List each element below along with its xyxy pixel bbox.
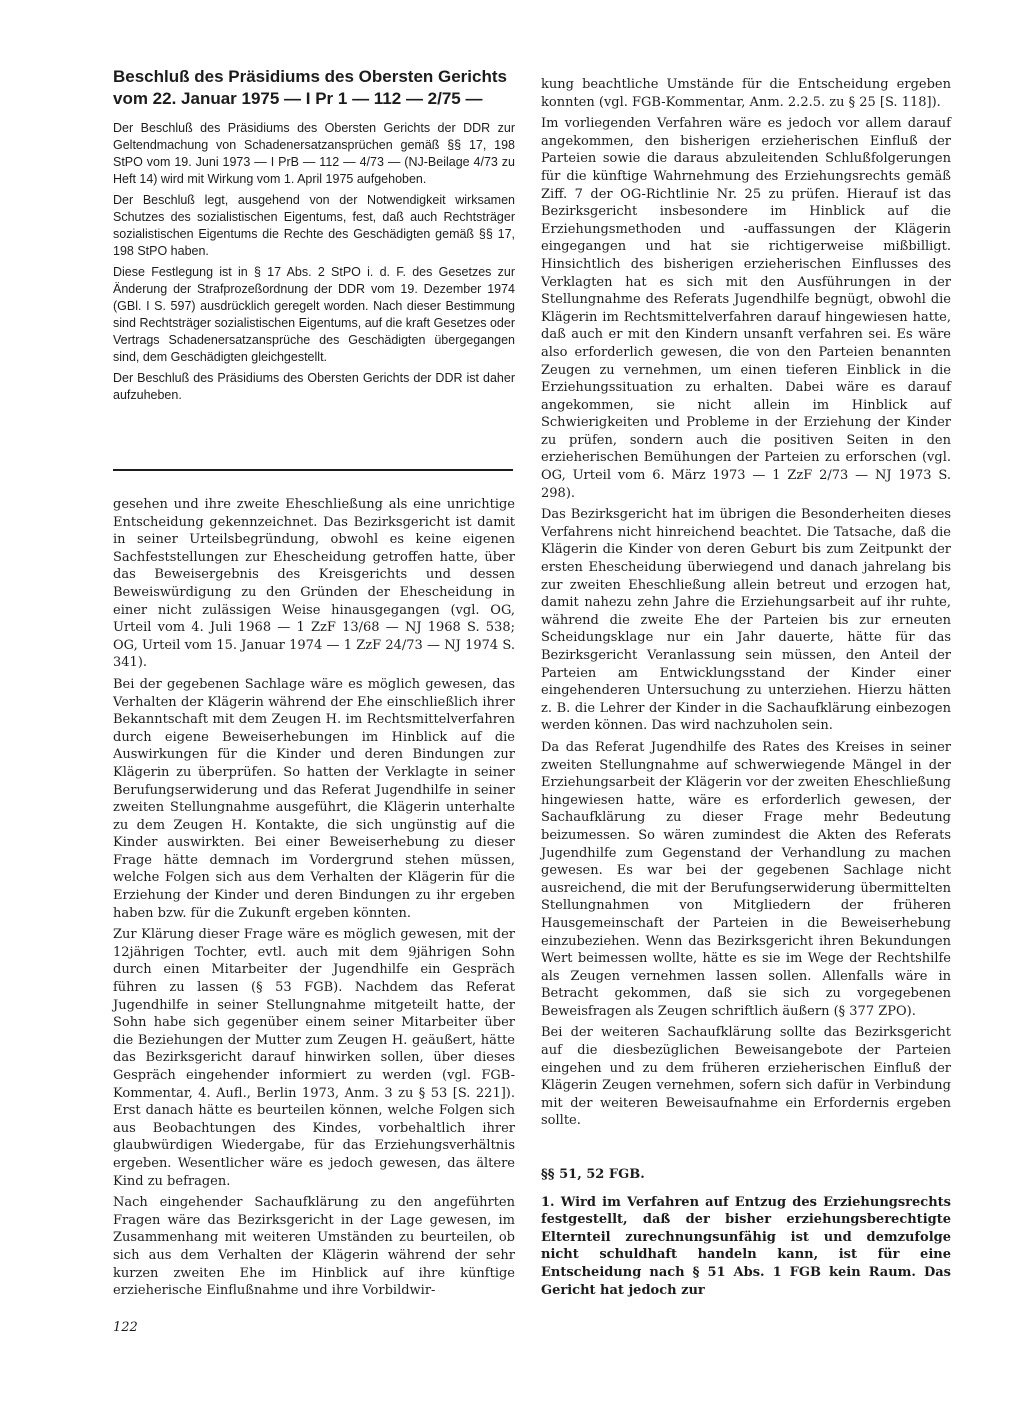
- notice-paragraph: Der Beschluß des Präsidiums des Obersten Gerichts der DDR zur Geltendmachung von Schadenersatzansprüchen gemäß §§ 17, 198 StPO vom 19. Juni 1973 — I PrB — 112 — 4/73 — (NJ-Beilage 4/73 zu Heft 14) wird mit Wirkung vom 1. April 1975 aufgehoben.: [113, 121, 515, 186]
- notice-paragraph: Der Beschluß legt, ausgehend von der Notwendigkeit wirksamen Schutzes des sozialistischen Eigentums, fest, daß auch Rechtsträger sozialistischen Eigentums die Rechte des Geschädigten gemäß §§ 17, 198 StPO haben.: [113, 193, 515, 258]
- decision-title-line2: vom 22. Januar 1975 — I Pr 1 — 112 — 2/75 —: [113, 89, 483, 108]
- body-paragraph: Da das Referat Jugendhilfe des Rates des Kreises in seiner zweiten Stellungnahme auf schwerwiegende Mängel in der Erziehungsarbeit der Klägerin vor der zweiten Eheschließung hingewiesen hatte, wäre es erforderlich gewesen, der Sachaufklärung zu dieser Frage mehr Bedeutung beizumessen. So wären zumindest die Akten des Referats Jugendhilfe zum Gegenstand der Verhandlung zu machen gewesen. Es war bei der gegebenen Sachlage nicht ausreichend, die mit der Berufungserwiderung übermittelten Stellungnahmen von Mitgliedern der früheren Hausgemeinschaft der Parteien in die Beweiserhebung einzubeziehen. Wenn das Bezirksgericht ihren Bekundungen Wert beimessen wollte, hätte es sie im Wege der Rechtshilfe als Zeugen vernehmen lassen sollen. Allenfalls wäre in Betracht gekommen, daß sie sich zu vorgegebenen Beweisfragen als Zeugen schriftlich äußern (§ 377 ZPO).: [541, 739, 951, 1019]
- decision-title: [113, 66, 515, 110]
- left-column-text: [113, 496, 515, 1304]
- section-heading: §§ 51, 52 FGB.: [541, 1167, 645, 1183]
- body-paragraph: Zur Klärung dieser Frage wäre es möglich gewesen, mit der 12jährigen Tochter, evtl. auch mit dem 9jährigen Sohn durch einen Mitarbeiter der Jugendhilfe ein Gespräch führen zu lassen (§ 53 FGB). Nachdem das Referat Jugendhilfe in seiner Stellungnahme mitgeteilt hatte, der Sohn habe sich gegenüber einem seiner Mitarbeiter über die Beziehungen der Mutter zum Zeugen H. geäußert, hätte das Bezirksgericht darauf hinwirken sollen, über dieses Gespräch eingehender informiert zu werden (vgl. FGB-Kommentar, 4. Aufl., Berlin 1973, Anm. 3 zu § 53 [S. 221]). Erst danach hätte es beurteilen können, welche Folgen sich aus Beobachtungen des Kindes, vorbehaltlich ihrer glaubwürdigen Wiedergabe, für das Erziehungsverhältnis ergeben. Wesentlicher wäre es jedoch gewesen, das ältere Kind zu befragen.: [113, 927, 515, 1189]
- divider-rule: [113, 469, 513, 471]
- notice-paragraph: Der Beschluß des Präsidiums des Obersten Gerichts der DDR ist daher aufzuheben.: [113, 371, 515, 402]
- leitsatz-paragraph: 1. Wird im Verfahren auf Entzug des Erziehungsrechts festgestellt, daß der bisher erziehungsberechtigte Elternteil zurechnungsunfähig ist und demzufolge nicht schuldhaft handeln kann, ist für eine Entscheidung nach § 51 Abs. 1 FGB kein Raum. Das Gericht hat jedoch zur: [541, 1194, 951, 1298]
- page-number: 122: [113, 1320, 138, 1335]
- notice-paragraph: Diese Festlegung ist in § 17 Abs. 2 StPO i. d. F. des Gesetzes zur Änderung der Strafprozeßordnung der DDR vom 19. Dezember 1974 (GBl. I S. 597) ausdrücklich geregelt worden. Nach dieser Bestimmung sind Rechtsträger sozialistischen Eigentums, auf die kraft Gesetzes oder Vertrags Schadenersatzansprüche des Geschädigten übergegangen sind, dem Geschädigten gleichgestellt.: [113, 265, 515, 364]
- decision-notice: [113, 66, 515, 408]
- body-paragraph: Im vorliegenden Verfahren wäre es jedoch vor allem darauf angekommen, den bisherigen erzieherischen Einfluß der Parteien sowie die daraus abzuleitenden Schlußfolgerungen für die künftige Wahrnehmung des Erziehungsrechts gemäß Ziff. 7 der OG-Richtlinie Nr. 25 zu prüfen. Hierauf ist das Bezirksgericht insbesondere im Hinblick auf die Erziehungsmethoden und -auffassungen der Klägerin eingegangen und hat sie richtigerweise mißbilligt. Hinsichtlich des bisherigen erzieherischen Einflusses des Verklagten hat es sich mit den Ausführungen in der Stellungnahme des Referats Jugendhilfe begnügt, obwohl die Klägerin im Rechtsmittelverfahren darauf hingewiesen hatte, daß auch er mit den Kindern unsanft verfahren sei. Es wäre also erforderlich gewesen, die von den Parteien benannten Zeugen zu vernehmen, um einen tieferen Einblick in die Erziehungssituation zu erhalten. Dabei wäre es darauf angekommen, sie nicht allein im Hinblick auf Schwierigkeiten und Probleme in der Erziehung der Kinder zu prüfen, sondern auch die positiven Seiten in den erzieherischen Bemühungen der Parteien zu erforschen (vgl. OG, Urteil vom 6. März 1973 — 1 ZzF 2/73 — NJ 1973 S. 298).: [541, 116, 951, 501]
- body-paragraph: Nach eingehender Sachaufklärung zu den angeführten Fragen wäre das Bezirksgericht in der Lage gewesen, im Zusammenhang mit weiteren Umständen zu beurteilen, ob sich aus dem Verhalten der Klägerin während der sehr kurzen zweiten Ehe im Hinblick auf ihre künftige erzieherische Einflußnahme und ihre Vorbildwir-: [113, 1195, 515, 1299]
- body-paragraph: Das Bezirksgericht hat im übrigen die Besonderheiten dieses Verfahrens nicht hinreichend beachtet. Die Tatsache, daß die Klägerin die Kinder von deren Geburt bis zum Zeitpunkt der ersten Ehescheidung überwiegend und danach jahrelang bis zur zweiten Eheschließung allein betreut und erzogen hat, damit nahezu zehn Jahre die Erziehungsarbeit auf ihr ruhte, während die zweite Ehe der Parteien bis zur erneuten Scheidungsklage nur ein Jahr dauerte, hätte für das Bezirksgericht Veranlassung sein müssen, den Anteil der Parteien am Entwicklungsstand der Kinder einer eingehenderen Untersuchung zu unterziehen. Hierzu hätten z. B. die Lehrer der Kinder in die Sachaufklärung einbezogen werden können. Das wird nachzuholen sein.: [541, 507, 951, 734]
- body-paragraph: Bei der weiteren Sachaufklärung sollte das Bezirksgericht auf die diesbezüglichen Beweisangebote der Parteien eingehen und zu dem früheren erzieherischen Einfluß der Klägerin Zeugen vernehmen, sofern sich dafür in Verbindung mit der weiteren Beweisaufnahme ein Erfordernis ergeben sollte.: [541, 1025, 951, 1129]
- body-paragraph: kung beachtliche Umstände für die Entscheidung ergeben konnten (vgl. FGB-Kommentar, Anm. 2.2.5. zu § 25 [S. 118]).: [541, 77, 951, 110]
- body-paragraph: Bei der gegebenen Sachlage wäre es möglich gewesen, das Verhalten der Klägerin während der Ehe einschließlich ihrer Bekanntschaft mit dem Zeugen H. im Rechtsmittelverfahren durch eigene Beweiserhebungen im Hinblick auf die Auswirkungen für die Kinder und deren Bindungen zur Klägerin zu überprüfen. So hatten der Verklagte in seiner Berufungserwiderung und das Referat Jugendhilfe in seiner zweiten Stellungnahme ausgeführt, die Klägerin unterhalte zu dem Zeugen H. Kontakte, die sich ungünstig auf die Kinder auswirkten. Bei einer Beweiserhebung zu dieser Frage hätte demnach im Vordergrund stehen müssen, welche Folgen sich aus dem Verhalten der Klägerin für die Erziehung der Kinder und deren Bindungen zu ihr ergeben haben bzw. für die Zukunft ergeben könnten.: [113, 676, 515, 921]
- body-paragraph: gesehen und ihre zweite Eheschließung als eine unrichtige Entscheidung gekennzeichnet. Das Bezirksgericht ist damit in seiner Urteilsbegründung, obwohl es keine eigenen Sachfeststellungen zur Ehescheidung getroffen hatte, über das Beweisergebnis des Kreisgerichts und dessen Beweiswürdigung zu den Gründen der Ehescheidung in einer nicht zulässigen Weise hinausgegangen (vgl. OG, Urteil vom 4. Juli 1968 — 1 ZzF 13/68 — NJ 1968 S. 538; OG, Urteil vom 15. Januar 1974 — 1 ZzF 24/73 — NJ 1974 S. 341).: [113, 497, 515, 671]
- right-column-text: [541, 76, 951, 1303]
- decision-title-line1: Beschluß des Präsidiums des Obersten Gerichts: [113, 67, 507, 86]
